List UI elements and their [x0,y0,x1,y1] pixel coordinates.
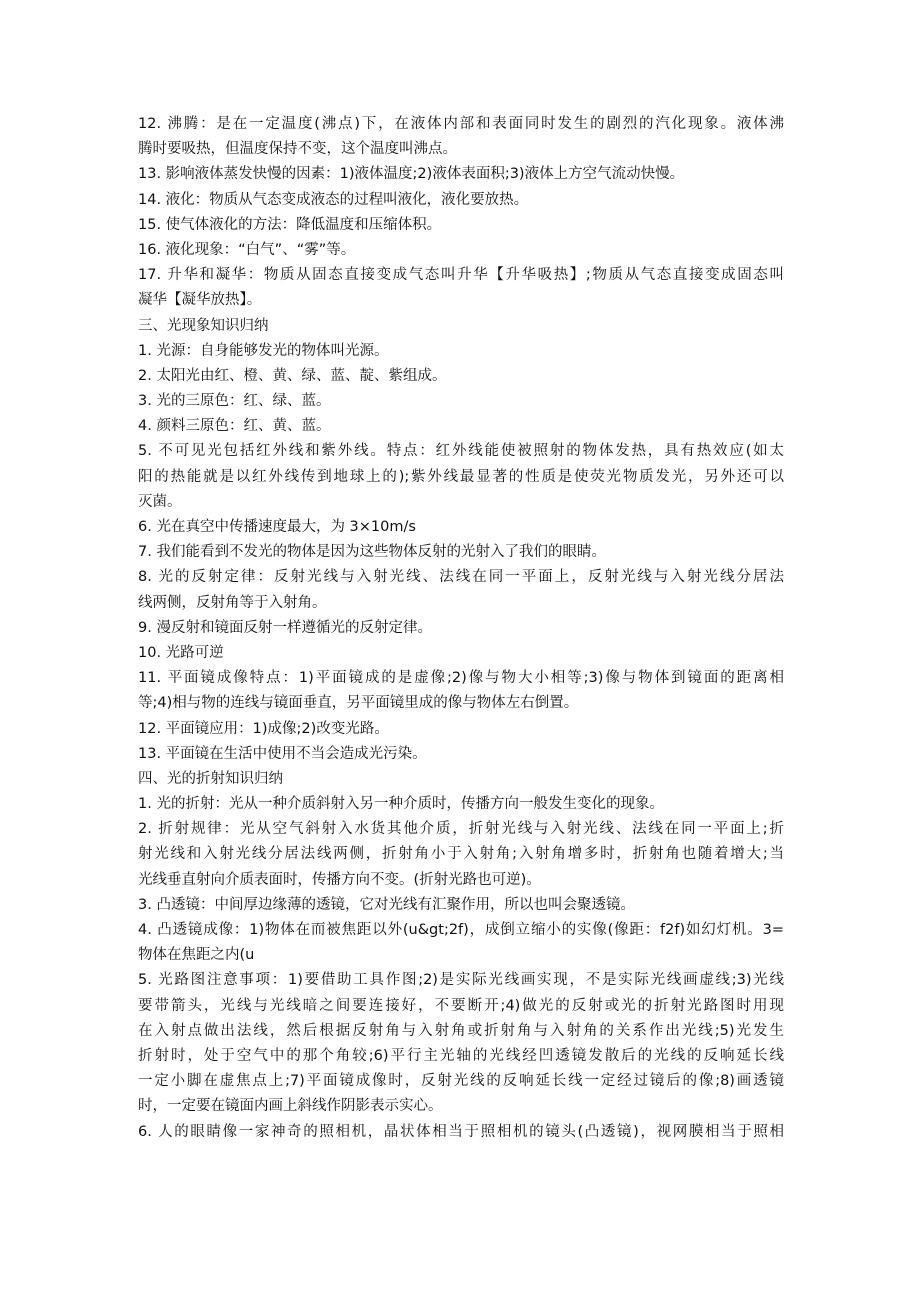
text-line: 时，一定要在镜面内画上斜线作阴影表示实心。 [138,1098,443,1115]
text-line: 13. 平面镜在生活中使用不当会造成光污染。 [138,745,427,762]
text-line: 灭菌。 [138,493,182,510]
text-line: 3. 凸透镜：中间厚边缘薄的透镜，它对光线有汇聚作用，所以也叫会聚透镜。 [138,896,635,913]
text-line: 射光线和入射光线分居法线两侧，折射角小于入射角;入射角增多时，折射角也随着增大;当 [138,846,784,863]
text-line: 15. 使气体液化的方法：降低温度和压缩体积。 [138,216,442,233]
text-line: 等;4)相与物的连线与镜面垂直，另平面镜里成的像与物体左右倒置。 [138,695,579,712]
text-line: 2. 折射规律：光从空气斜射入水货其他介质，折射光线与入射光线、法线在同一平面上;折 [138,821,784,838]
text-line: 7. 我们能看到不发光的物体是因为这些物体反射的光射入了我们的眼睛。 [138,544,606,561]
text-line: 四、光的折射知识归纳 [138,770,283,787]
text-line: 8. 光的反射定律：反射光线与入射光线、法线在同一平面上，反射光线与入射光线分居法 [138,569,784,586]
text-line: 凝华【凝华放热】。 [138,292,262,309]
text-line: 17. 升华和凝华：物质从固态直接变成气态叫升华【升华吸热】;物质从气态直接变成固态叫 [138,267,784,284]
text-line: 一定小脚在虚焦点上;7)平面镜成像时，反射光线的反响延长线一定经过镜后的像;8)画透镜 [138,1073,784,1090]
text-line: 5. 不可见光包括红外线和紫外线。特点：红外线能使被照射的物体发热，具有热效应(如太 [138,443,784,460]
text-line: 9. 漫反射和镜面反射一样遵循光的反射定律。 [138,619,432,636]
text-line: 3. 光的三原色：红、绿、蓝。 [138,393,331,410]
text-line: 10. 光路可逆 [138,644,224,661]
text-line: 13. 影响液体蒸发快慢的因素：1)液体温度;2)液体表面积;3)液体上方空气流动快慢。 [138,166,685,183]
text-line: 11. 平面镜成像特点：1)平面镜成的是虚像;2)像与物大小相等;3)像与物体到镜面的距离相 [138,670,784,687]
text-line: 光线垂直射向介质表面时，传播方向不变。(折射光路也可逆)。 [138,871,541,888]
text-line: 16. 液化现象：“白气”、“雾”等。 [138,241,356,258]
text-line: 在入射点做出法线，然后根据反射角与入射角或折射角与入射角的关系作出光线;5)光发生 [138,1022,784,1039]
document-page [138,112,784,1145]
text-line: 三、光现象知识归纳 [138,317,269,334]
text-line: 2. 太阳光由红、橙、黄、绿、蓝、靛、紫组成。 [138,367,447,384]
text-line: 6. 人的眼睛像一家神奇的照相机，晶状体相当于照相机的镜头(凸透镜)，视网膜相当于照相 [138,1123,784,1140]
text-line: 物体在焦距之内(u [138,947,255,964]
text-line: 6. 光在真空中传播速度最大，为 3×10m/s [138,519,416,535]
text-line: 12. 平面镜应用：1)成像;2)改变光路。 [138,720,389,737]
text-line: 腾时要吸热，但温度保持不变，这个温度叫沸点。 [138,141,457,158]
text-line: 12. 沸腾：是在一定温度(沸点)下，在液体内部和表面同时发生的剧烈的汽化现象。液体沸 [138,116,784,132]
text-line: 1. 光的折射：光从一种介质斜射入另一种介质时，传播方向一般发生变化的现象。 [138,796,664,813]
text-line: 折射时，处于空气中的那个角较;6)平行主光轴的光线经凹透镜发散后的光线的反响延长线 [138,1047,784,1064]
text-line: 要带箭头，光线与光线暗之间要连接好，不要断开;4)做光的反射或光的折射光路图时用现 [138,997,784,1014]
text-line: 1. 光源：自身能够发光的物体叫光源。 [138,342,389,359]
text-line: 阳的热能就是以红外线传到地球上的);紫外线最显著的性质是使荧光物质发光，另外还可以 [138,468,784,485]
text-line: 14. 液化：物质从气态变成液态的过程叫液化，液化要放热。 [138,191,529,208]
text-line: 5. 光路图注意事项：1)要借助工具作图;2)是实际光线画实现，不是实际光线画虚线;3)光线 [138,972,784,989]
text-line: 线两侧，反射角等于入射角。 [138,594,327,611]
text-line: 4. 颜料三原色：红、黄、蓝。 [138,418,331,435]
text-line: 4. 凸透镜成像：1)物体在而被焦距以外(u&gt;2f)，成倒立缩小的实像(像距：f2f)如幻灯机。3= [138,922,784,938]
